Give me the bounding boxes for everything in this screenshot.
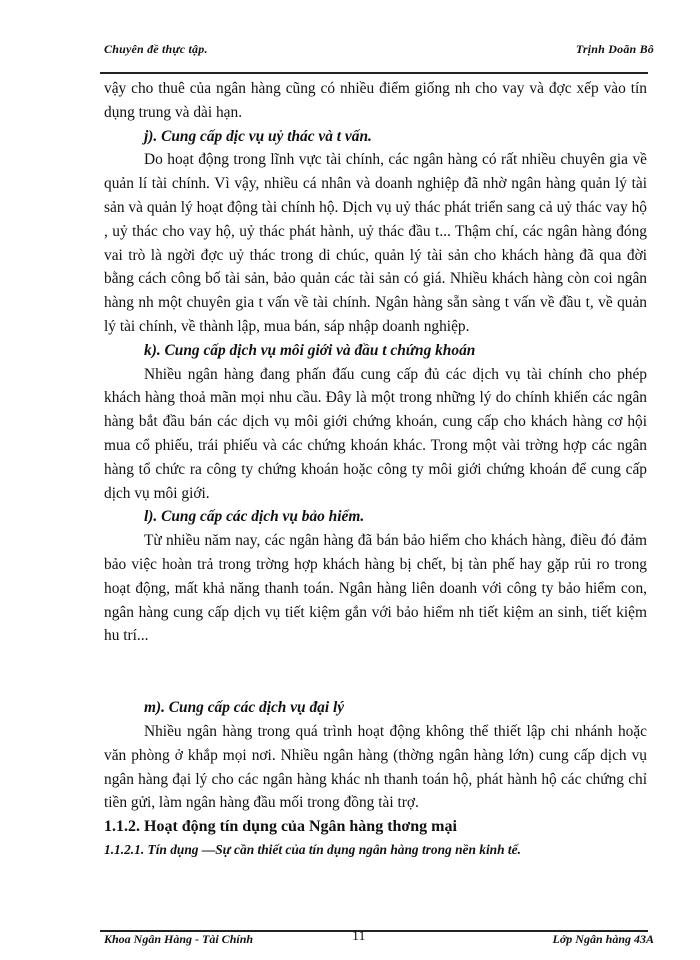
paragraph-intro: vậy cho thuê của ngân hàng cũng có nhiều điểm giống nh cho vay và đợc xếp vào tín dụng trung và dài hạn. bbox=[104, 80, 647, 121]
heading-k: k). Cung cấp dịch vụ môi giới và đầu t chứng khoán bbox=[144, 341, 476, 359]
page-number: 11 bbox=[352, 929, 366, 944]
footer-faculty: Khoa Ngân Hàng - Tài Chính bbox=[104, 932, 254, 946]
paragraph-m: Nhiều ngân hàng trong quá trình hoạt động không thể thiết lập chi nhánh hoặc văn phòng ở khắp mọi nơi. Nhiều ngân hàng (thờng ngân hàng lớn) cung cấp dịch vụ ngân hàng đại lý cho các ngân hàng khác nh thanh toán hộ, phát hành hộ các chứng chỉ tiền gửi, làm ngân hàng đầu mối trong đồng tài trợ. bbox=[104, 722, 647, 812]
section-heading: 1.1.2. Hoạt động tín dụng của Ngân hàng thơng mại bbox=[104, 818, 457, 836]
heading-j: j). Cung cấp dịc vụ uỷ thác và t vấn. bbox=[144, 127, 372, 145]
paragraph-j: Do hoạt động trong lĩnh vực tài chính, các ngân hàng có rất nhiều chuyên gia về quản lí tài chính. Vì vậy, nhiều cá nhân và doanh nghiệp đã nhờ ngân hàng quản lý tài sản và quản lý hoạt động tài chính hộ. Dịch vụ uỷ thác phát triển sang cả uỷ thác vay hộ , uỷ thác cho vay hộ, uỷ thác phát hành, uỷ thác đầu t... Thậm chí, các ngân hàng đóng vai trò là ngời đợc uỷ thác trong di chúc, quản lý tài sản cho khách hàng đã qua đời bằng cách công bố tài sản, bảo quản các tài sản có giá. Nhiều khách hàng còn coi ngân hàng nh một chuyên gia t vấn về tài chính. Ngân hàng sẵn sàng t vấn về đầu t, về quản lý tài chính, về thành lập, mua bán, sáp nhập doanh nghiệp. bbox=[104, 151, 647, 335]
footer-class: Lớp Ngân hàng 43A bbox=[552, 932, 654, 946]
header-rule bbox=[100, 72, 648, 74]
header-title: Chuyên đề thực tập. bbox=[104, 42, 208, 56]
document-body bbox=[104, 77, 647, 861]
paragraph-l: Từ nhiều năm nay, các ngân hàng đã bán bảo hiểm cho khách hàng, điều đó đảm bảo việc hoàn trả trong trờng hợp khách hàng bị chết, bị tàn phế hay gặp rủi ro trong hoạt động, mất khả năng thanh toán. Ngân hàng liên doanh với công ty bảo hiểm con, ngân hàng cung cấp dịch vụ tiết kiệm gắn với bảo hiểm nh tiết kiệm an sinh, tiết kiệm hu trí... bbox=[104, 532, 647, 645]
blank-space bbox=[104, 648, 647, 696]
heading-l: l). Cung cấp các dịch vụ bảo hiểm. bbox=[144, 508, 365, 526]
header-author: Trịnh Doãn Bô bbox=[575, 42, 654, 56]
subsection-heading: 1.1.2.1. Tín dụng —Sự cần thiết của tín dụng ngân hàng trong nền kinh tế. bbox=[104, 842, 521, 858]
paragraph-k: Nhiều ngân hàng đang phấn đấu cung cấp đủ các dịch vụ tài chính cho phép khách hàng thoả mãn mọi nhu cầu. Đây là một trong những lý do chính khiến các ngân hàng bắt đầu bán các dịch vụ môi giới chứng khoán, cung cấp cho khách hàng cơ hội mua cổ phiếu, trái phiếu và các chứng khoán khác. Trong một vài trờng hợp các ngân hàng tổ chức ra công ty chứng khoán hoặc công ty môi giới chứng khoán để cung cấp dịch vụ môi giới. bbox=[104, 365, 647, 502]
heading-m: m). Cung cấp các dịch vụ đại lý bbox=[144, 699, 345, 717]
